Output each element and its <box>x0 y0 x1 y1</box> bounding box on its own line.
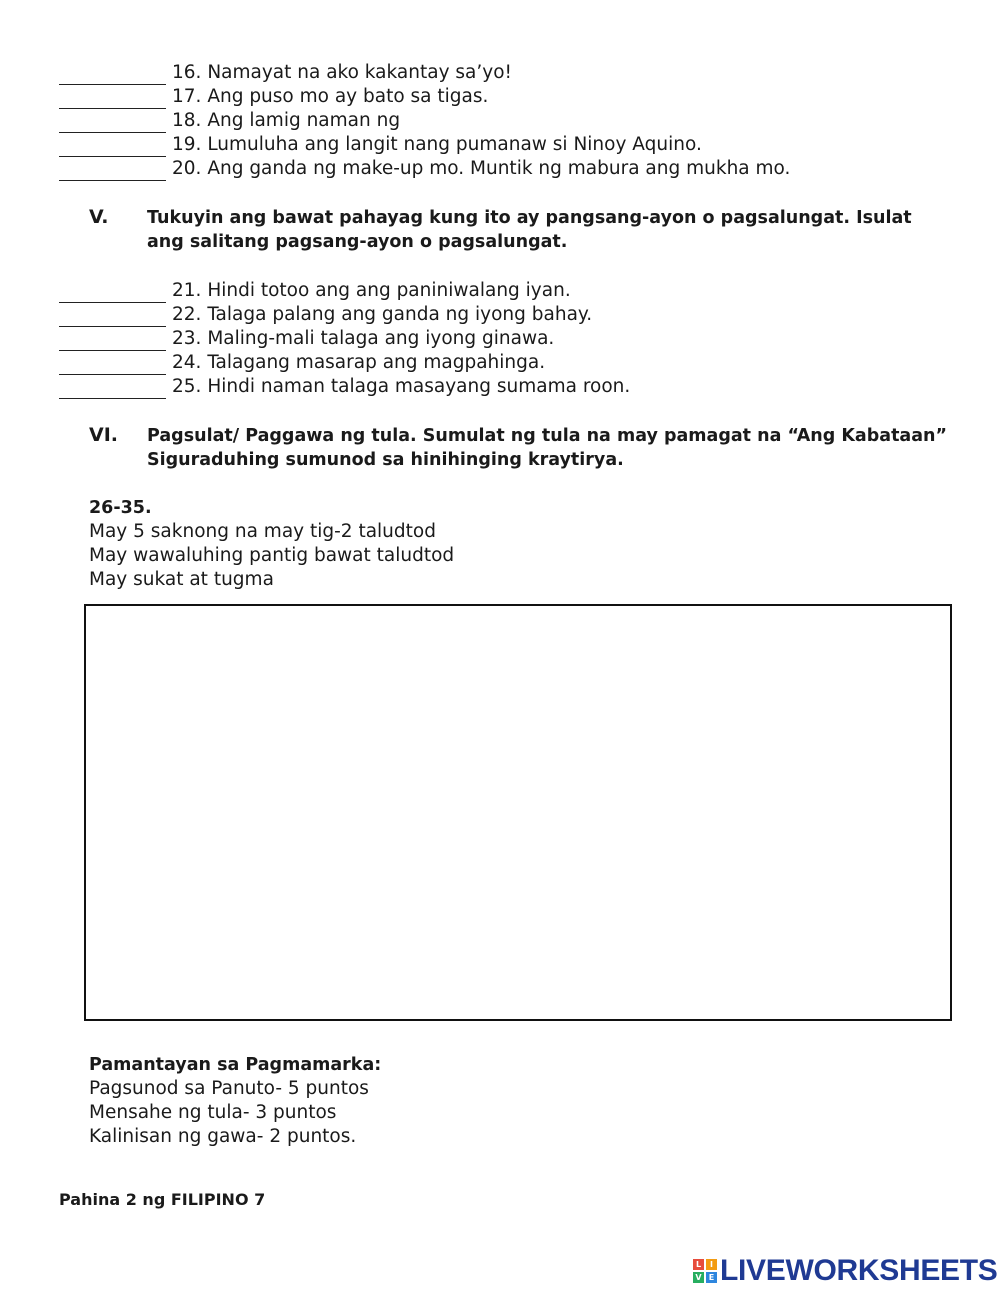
item-number: 24. <box>172 352 202 373</box>
liveworksheets-logo[interactable] <box>693 1254 998 1288</box>
answer-blank-24[interactable] <box>59 356 166 375</box>
item-number: 17. <box>172 86 202 107</box>
item-text: Lumuluha ang langit nang pumanaw si Ninoy Aquino. <box>207 134 702 155</box>
list-item <box>59 85 790 109</box>
list-item <box>59 351 630 375</box>
logo-mark-cell: V <box>693 1272 704 1283</box>
item-number: 22. <box>172 304 202 325</box>
section-instruction: Pagsulat/ Paggawa ng tula. Sumulat ng tula na may pamagat na “Ang Kabataan” Siguraduhing sumunod sa hinihinging kraytirya. <box>147 426 948 470</box>
item-number: 19. <box>172 134 202 155</box>
item-number: 18. <box>172 110 202 131</box>
logo-mark-icon <box>693 1259 717 1283</box>
answer-blank-17[interactable] <box>59 90 166 109</box>
answer-blank-16[interactable] <box>59 66 166 85</box>
item-text: Ang puso mo ay bato sa tigas. <box>207 86 489 107</box>
answer-blank-18[interactable] <box>59 114 166 133</box>
item-text: Namayat na ako kakantay sa’yo! <box>207 62 512 83</box>
logo-mark-cell: L <box>693 1259 704 1270</box>
rubric-item: Kalinisan ng gawa- 2 puntos. <box>89 1126 357 1147</box>
item-number: 20. <box>172 158 202 179</box>
item-number: 16. <box>172 62 202 83</box>
answer-blank-25[interactable] <box>59 380 166 399</box>
item-text: Talagang masarap ang magpahinga. <box>207 352 546 373</box>
item-text: Ang lamig naman ng <box>207 110 401 131</box>
item-text: Talaga palang ang ganda ng iyong bahay. <box>207 304 593 325</box>
poem-answer-box[interactable] <box>84 604 952 1021</box>
criteria-item: May 5 saknong na may tig-2 taludtod <box>89 521 436 542</box>
rubric-item: Pagsunod sa Panuto- 5 puntos <box>89 1078 369 1099</box>
rubric-item: Mensahe ng tula- 3 puntos <box>89 1102 337 1123</box>
section-iv-items <box>59 61 790 181</box>
item-text: Hindi totoo ang ang paniniwalang iyan. <box>207 280 571 301</box>
item-text: Maling-mali talaga ang iyong ginawa. <box>207 328 555 349</box>
answer-blank-20[interactable] <box>59 162 166 181</box>
answer-blank-21[interactable] <box>59 284 166 303</box>
section-v-heading <box>89 206 947 254</box>
list-item <box>59 61 790 85</box>
section-numeral: V. <box>89 206 109 228</box>
list-item <box>59 133 790 157</box>
logo-mark-cell: I <box>706 1259 717 1270</box>
item-text: Hindi naman talaga masayang sumama roon. <box>207 376 631 397</box>
criteria-item: May sukat at tugma <box>89 569 274 590</box>
item-number: 21. <box>172 280 202 301</box>
scoring-rubric <box>89 1053 381 1149</box>
logo-text: LIVEWORKSHEETS <box>720 1254 998 1287</box>
list-item <box>59 279 630 303</box>
item-range-label: 26-35. <box>89 498 152 518</box>
section-numeral: VI. <box>89 424 118 446</box>
rubric-title: Pamantayan sa Pagmamarka: <box>89 1055 382 1075</box>
section-v-items <box>59 279 630 399</box>
list-item <box>59 109 790 133</box>
list-item <box>59 157 790 181</box>
answer-blank-19[interactable] <box>59 138 166 157</box>
answer-blank-22[interactable] <box>59 308 166 327</box>
item-text: Ang ganda ng make-up mo. Muntik ng mabura ang mukha mo. <box>207 158 791 179</box>
section-vi-heading <box>89 424 947 472</box>
page-footer: Pahina 2 ng FILIPINO 7 <box>59 1190 266 1209</box>
criteria-item: May wawaluhing pantig bawat taludtod <box>89 545 455 566</box>
poem-criteria <box>89 496 454 592</box>
section-instruction: Tukuyin ang bawat pahayag kung ito ay pangsang-ayon o pagsalungat. Isulat ang salitang pagsang-ayon o pagsalungat. <box>147 208 912 252</box>
logo-mark-cell: E <box>706 1272 717 1283</box>
item-number: 23. <box>172 328 202 349</box>
list-item <box>59 375 630 399</box>
answer-blank-23[interactable] <box>59 332 166 351</box>
list-item <box>59 303 630 327</box>
list-item <box>59 327 630 351</box>
item-number: 25. <box>172 376 202 397</box>
